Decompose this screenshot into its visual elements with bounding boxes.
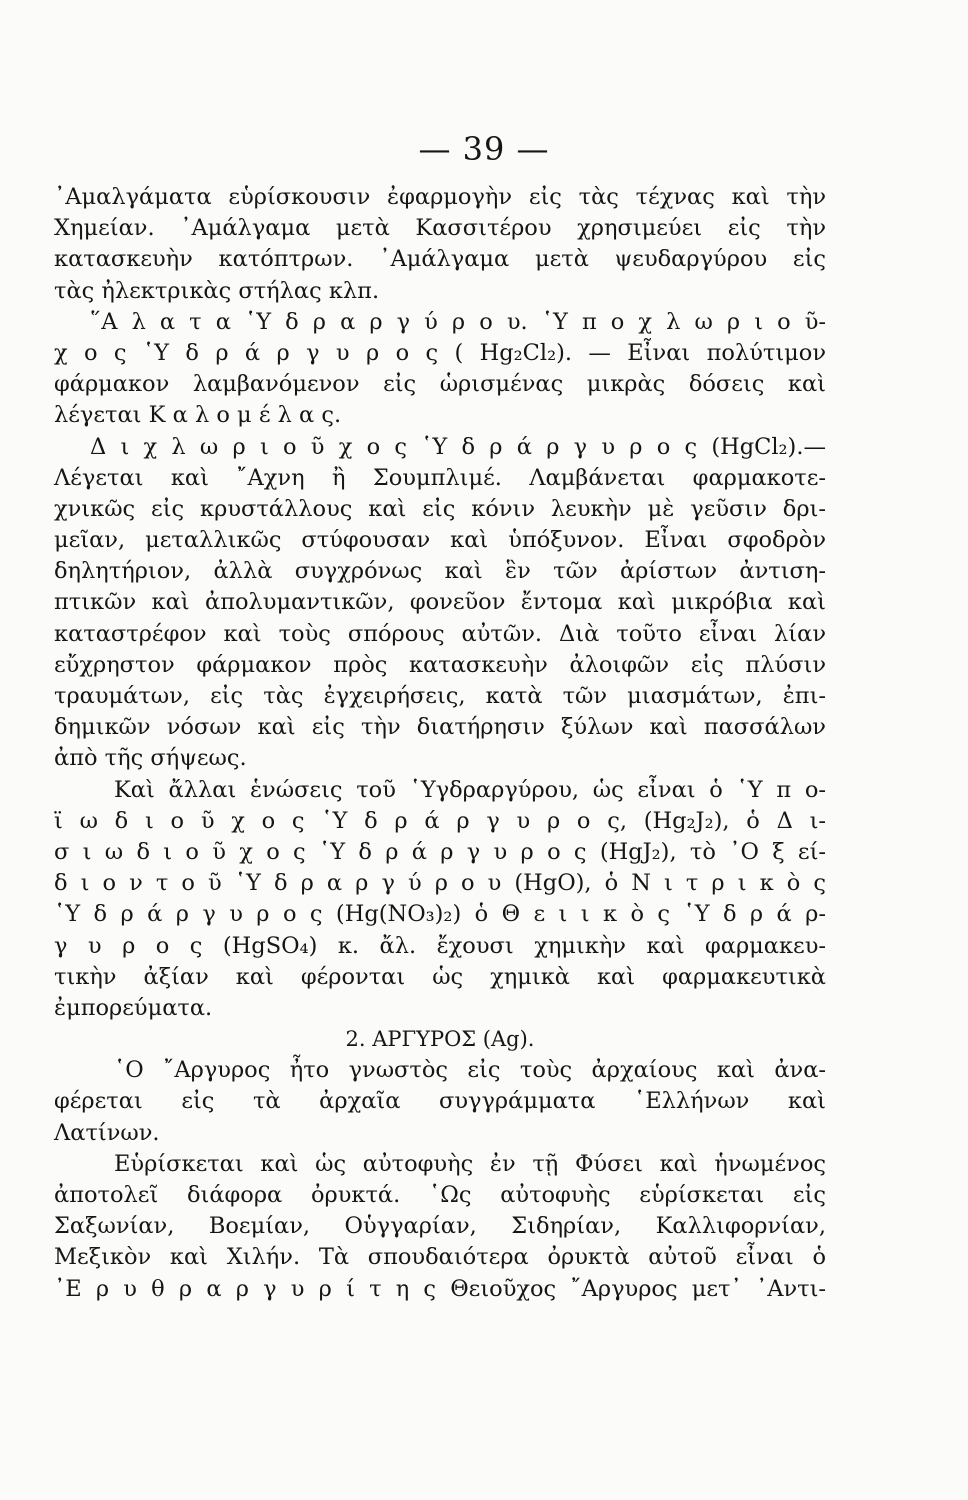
- text-line: δηλητήριον, ἀλλὰ συγχρόνως καὶ ἓν τῶν ἀρίστων ἀντιση-: [54, 558, 826, 585]
- text-line: ἀποτολεῖ διάφορα ὀρυκτά. ῾Ως αὐτοφυὴς εὑρίσκεται εἰς: [54, 1182, 826, 1208]
- text-line: χ ο ς ῾Υ δ ρ ά ρ γ υ ρ ο ς ( Hg₂Cl₂). — Εἶναι πολύτιμον: [54, 339, 826, 366]
- text-line: ῾Ο ῎Αργυρος ἦτο γνωστὸς εἰς τοὺς ἀρχαίους καὶ ἀνα-: [114, 1057, 826, 1084]
- text-line: Καὶ ἄλλαι ἑνώσεις τοῦ ῾Υγδραργύρου, ὡς εἶναι ὁ ῾Υ π ο-: [114, 776, 826, 803]
- text-line: Λατίνων.: [54, 1119, 160, 1146]
- text-line: δ ι ο ν τ ο ῦ ῾Υ δ ρ α ρ γ ύ ρ ο υ (HgO), ὁ Ν ι τ ρ ι κ ὸ ς: [54, 870, 826, 897]
- text-line: χνικῶς εἰς κρυστάλλους καὶ εἰς κόνιν λευκὴν μὲ γεῦσιν δρι-: [54, 495, 826, 522]
- text-line: μεῖαν, μεταλλικῶς στύφουσαν καὶ ὑπόξυνον. Εἶναι σφοδρὸν: [54, 527, 826, 554]
- text-line: γ υ ρ ο ς (HgSO₄) κ. ἄλ. ἔχουσι χημικὴν καὶ φαρμακευ-: [54, 932, 826, 959]
- text-line: φάρμακον λαμβανόμενον εἰς ὡρισμένας μικρὰς δόσεις καὶ: [54, 371, 826, 398]
- text-line: ᾿Αμαλγάματα εὑρίσκουσιν ἐφαρμογὴν εἰς τὰς τέχνας καὶ τὴν: [54, 184, 826, 210]
- text-line: καταστρέφον καὶ τοὺς σπόρους αὐτῶν. Διὰ τοῦτο εἶναι λίαν: [54, 620, 826, 647]
- text-line: φέρεται εἰς τὰ ἀρχαῖα συγγράμματα ῾Ελλήνων καὶ: [54, 1088, 826, 1115]
- text-line: Λέγεται καὶ ῎Αχνη ἢ Σουμπλιμέ. Λαμβάνεται φαρμακοτε-: [54, 464, 826, 491]
- page-number: — 39 —: [418, 130, 550, 168]
- section-heading: 2. ΑΡΓΥΡΟΣ (Ag).: [345, 1027, 535, 1052]
- text-line: δημικῶν νόσων καὶ εἰς τὴν διατήρησιν ξύλων καὶ πασσάλων: [54, 714, 826, 741]
- text-line: κατασκευὴν κατόπτρων. ᾿Αμάλγαμα μετὰ ψευδαργύρου εἰς: [54, 246, 826, 273]
- text-line: ἐμπορεύματα.: [54, 994, 213, 1021]
- text-line: τὰς ἠλεκτρικὰς στήλας κλπ.: [54, 277, 380, 304]
- text-line: Δ ι χ λ ω ρ ι ο ῦ χ ο ς ῾Υ δ ρ ά ρ γ υ ρ ο ς (HgCl₂).—: [90, 433, 826, 460]
- text-line: Χημείαν. ᾿Αμάλγαμα μετὰ Κασσιτέρου χρησιμεύει εἰς τὴν: [54, 215, 826, 242]
- text-line: ᾿Ε ρ υ θ ρ α ρ γ υ ρ ί τ η ς Θειοῦχος ῎Αργυρος μετ᾿ ᾿Αντι-: [54, 1275, 826, 1302]
- text-line: πτικῶν καὶ ἀπολυμαντικῶν, φονεῦον ἔντομα καὶ μικρόβια καὶ: [54, 589, 826, 616]
- body-text: [54, 182, 826, 1305]
- text-line: Μεξικὸν καὶ Χιλήν. Τὰ σπουδαιότερα ὀρυκτὰ αὐτοῦ εἶναι ὁ: [54, 1244, 826, 1271]
- text-line: ϊ ω δ ι ο ῦ χ ο ς ῾Υ δ ρ ά ρ γ υ ρ ο ς, (Hg₂J₂), ὁ Δ ι-: [54, 807, 826, 834]
- text-line: σ ι ω δ ι ο ῦ χ ο ς ῾Υ δ ρ ά ρ γ υ ρ ο ς (HgJ₂), τὸ ᾿Ο ξ εί-: [54, 838, 826, 865]
- text-line: τικὴν ἀξίαν καὶ φέρονται ὡς χημικὰ καὶ φαρμακευτικὰ: [54, 963, 826, 990]
- text-line: τραυμάτων, εἰς τὰς ἐγχειρήσεις, κατὰ τῶν μιασμάτων, ἐπι-: [54, 683, 826, 709]
- text-line: Εὑρίσκεται καὶ ὡς αὐτοφυὴς ἐν τῇ Φύσει καὶ ἡνωμένος: [114, 1150, 826, 1177]
- text-line: ῾Υ δ ρ ά ρ γ υ ρ ο ς (Hg(NO₃)₂) ὁ Θ ε ι ι κ ὸ ς ῾Υ δ ρ ά ρ-: [54, 901, 826, 928]
- text-line: Σαξωνίαν, Βοεμίαν, Οὑγγαρίαν, Σιδηρίαν, Καλλιφορνίαν,: [54, 1213, 826, 1240]
- text-line: λέγεται Κ α λ ο μ έ λ α ς.: [54, 402, 342, 429]
- text-line: ῞Α λ α τ α ῾Υ δ ρ α ρ γ ύ ρ ο υ. ῾Υ π ο χ λ ω ρ ι ο ῦ-: [90, 308, 826, 335]
- text-line: εὔχρηστον φάρμακον πρὸς κατασκευὴν ἀλοιφῶν εἰς πλύσιν: [54, 651, 826, 678]
- text-line: ἀπὸ τῆς σήψεως.: [54, 745, 247, 772]
